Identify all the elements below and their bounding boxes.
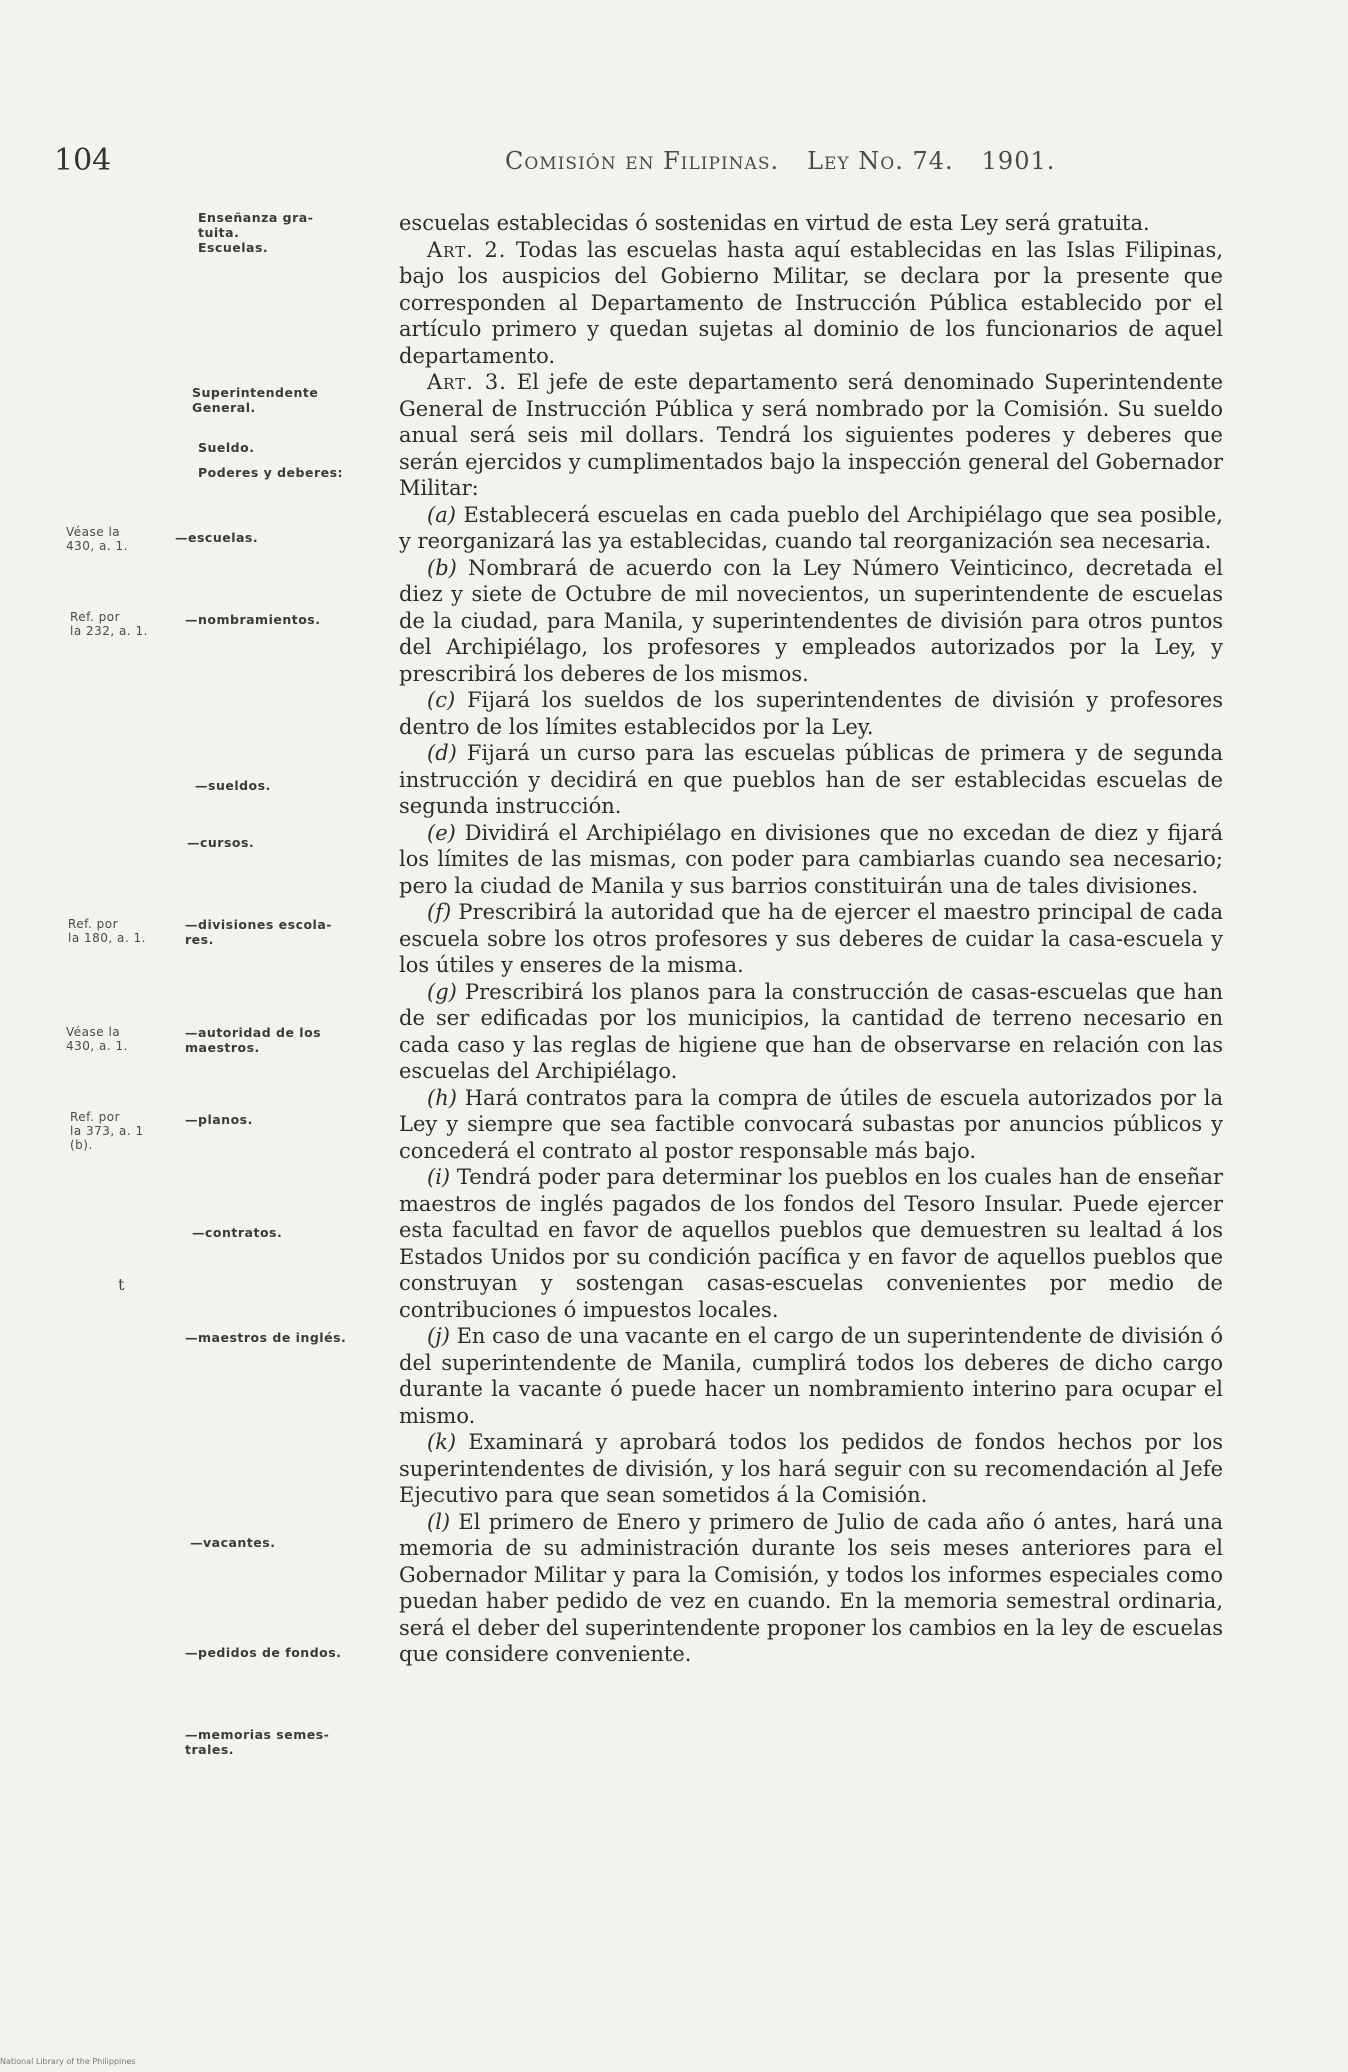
- note-cursos: —cursos.: [187, 835, 255, 850]
- ref-por-1: [70, 610, 148, 638]
- item-g: [399, 979, 1223, 1085]
- note-line: tuita.: [198, 225, 240, 240]
- item-d: [399, 740, 1223, 820]
- item-text: Prescribirá la autoridad que ha de ejercer el maestro principal de cada escuela sobre los otros profesores y sus deberes de cuidar la casa-escuela y los útiles y enseres de la misma.: [399, 900, 1223, 977]
- note-planos: —planos.: [185, 1112, 253, 1127]
- item-letter: (h): [427, 1085, 457, 1110]
- title-year: 1901.: [981, 147, 1056, 175]
- item-j: [399, 1323, 1223, 1429]
- item-text: Hará contratos para la compra de útiles de escuela autorizados por la Ley y siempre que sea factible convocará subastas por anuncios públicos y concederá el contrato al postor responsable más bajo.: [399, 1085, 1223, 1163]
- note-sueldos: —sueldos.: [195, 778, 271, 793]
- item-text: En caso de una vacante en el cargo de un superintendente de división ó del superintendente de Manila, cumplirá todos los deberes de dicho cargo durante la vacante ó puede hacer un nombramiento interino para ocupar el mismo.: [399, 1324, 1223, 1428]
- item-letter: (f): [427, 900, 452, 924]
- item-text: Prescribirá los planos para la construcción de casas-escuelas que han de ser edificadas por los municipios, la cantidad de terreno necesario en cada caso y las reglas de higiene que han de observarse en relación con las escuelas del Archipiélago.: [399, 979, 1223, 1083]
- item-letter: (b): [427, 555, 457, 580]
- ref-por-3: [70, 1110, 144, 1152]
- ref-line: Ref. por: [70, 610, 121, 624]
- note-contratos: —contratos.: [192, 1225, 283, 1240]
- note-line: trales.: [185, 1742, 235, 1757]
- note-maestros-ingles: —maestros de inglés.: [185, 1330, 347, 1345]
- ref-vease-2: [66, 1025, 128, 1053]
- stray-mark: t: [118, 1275, 125, 1294]
- item-text: Fijará los sueldos de los superintendentes de división y profesores dentro de los límites establecidos por la Ley.: [399, 688, 1223, 739]
- note-vacantes: —vacantes.: [190, 1535, 276, 1550]
- ref-line: Ref. por: [68, 917, 119, 931]
- page-number: 104: [54, 143, 112, 178]
- ref-line: la 232, a. 1.: [70, 624, 148, 638]
- item-letter: (d): [427, 741, 457, 765]
- item-text: Establecerá escuelas en cada pueblo del Archipiélago que sea posible, y reorganizará las ya establecidas, cuando tal reorganización sea necesaria.: [399, 502, 1223, 553]
- item-b: [399, 555, 1223, 688]
- item-letter: (j): [427, 1324, 450, 1348]
- note-line: General.: [192, 400, 256, 415]
- item-letter: (e): [427, 820, 456, 845]
- title-law: Ley No. 74.: [807, 147, 954, 175]
- ref-por-2: [68, 917, 146, 945]
- paragraph-art-2: [399, 237, 1223, 370]
- paragraph-art-3: [399, 369, 1223, 502]
- ref-line: Véase la: [66, 525, 121, 539]
- ref-line: la 373, a. 1: [70, 1124, 144, 1138]
- note-escuelas: Escuelas.: [198, 240, 269, 255]
- note-superintendente: [192, 385, 318, 415]
- note-line: res.: [185, 932, 214, 947]
- note-line: —divisiones escola-: [185, 917, 332, 932]
- item-a: [399, 502, 1223, 555]
- note-memorias: [185, 1727, 329, 1757]
- ref-vease-1: [66, 525, 128, 553]
- note-poderes: Poderes y deberes:: [198, 465, 344, 480]
- note-autoridad: [185, 1025, 321, 1055]
- page-header: [0, 143, 1348, 183]
- art-3-label: Art. 3.: [427, 370, 507, 394]
- ref-line: 430, a. 1.: [66, 539, 128, 553]
- title-commission: Comisión en Filipinas.: [505, 147, 780, 175]
- ref-line: 430, a. 1.: [66, 1039, 128, 1053]
- item-letter: (i): [427, 1165, 451, 1189]
- note-pedidos: —pedidos de fondos.: [185, 1645, 342, 1660]
- item-i: [399, 1164, 1223, 1323]
- art-2-label: Art. 2.: [427, 237, 507, 262]
- note-escuelas-sub: —escuelas.: [175, 530, 259, 545]
- note-line: —memorias semes-: [185, 1727, 330, 1742]
- ref-line: (b).: [70, 1138, 93, 1152]
- ref-line: la 180, a. 1.: [68, 931, 146, 945]
- item-text: Fijará un curso para las escuelas públicas de primera y de segunda instrucción y decidirá en que pueblos han de ser establecidas escuelas de segunda instrucción.: [399, 741, 1223, 818]
- item-f: [399, 899, 1223, 979]
- note-divisiones: [185, 917, 332, 947]
- paragraph-continuation: escuelas establecidas ó sostenidas en virtud de esta Ley será gratuita.: [399, 211, 1150, 235]
- item-text: Dividirá el Archipiélago en divisiones que no excedan de diez y fijará los límites de las mismas, con poder para cambiarlas cuando sea necesario; pero la ciudad de Manila y sus barrios constituirán una de tales divisiones.: [399, 820, 1223, 898]
- main-text: [399, 210, 1223, 1668]
- item-letter: (g): [427, 979, 457, 1004]
- running-title: [505, 147, 1055, 175]
- item-text: Examinará y aprobará todos los pedidos de fondos hechos por los superintendentes de división, y los hará seguir con su recomendación al Jefe Ejecutivo para que sean sometidos á la Comisión.: [399, 1430, 1223, 1507]
- note-nombramientos: —nombramientos.: [185, 612, 321, 627]
- item-text: Tendrá poder para determinar los pueblos en los cuales han de enseñar maestros de inglés pagados de los fondos del Tesoro Insular. Puede ejercer esta facultad en favor de aquellos pueblos que demuestren su lealtad á los Estados Unidos por su condición pacífica y en favor de aquellos pueblos que construyan y sostengan casas-escuelas convenientes por medio de contribuciones ó impuestos locales.: [399, 1165, 1223, 1322]
- ref-line: Ref. por: [70, 1110, 121, 1124]
- item-text: Nombrará de acuerdo con la Ley Número Veinticinco, decretada el diez y siete de Octubre de mil novecientos, un superintendente de escuelas de la ciudad, para Manila, y superintendentes de división para otros puntos del Archipiélago, los profesores y empleados autorizados por la Ley, y prescribirá los deberes de los mismos.: [399, 555, 1223, 686]
- item-letter: (c): [427, 688, 456, 712]
- note-line: maestros.: [185, 1040, 260, 1055]
- art-2-text: Todas las escuelas hasta aquí establecidas en las Islas Filipinas, bajo los auspicios del Gobierno Militar, se declara por la presente que corresponden al Departamento de Instrucción Pública establecido por el artículo primero y quedan sujetas al dominio de los funcionarios de aquel departamento.: [399, 237, 1223, 368]
- note-line: —autoridad de los: [185, 1025, 322, 1040]
- ref-line: Véase la: [66, 1025, 121, 1039]
- scan-footer: National Library of the Philippines: [0, 2057, 136, 2066]
- item-e: [399, 820, 1223, 900]
- item-h: [399, 1085, 1223, 1165]
- item-letter: (a): [427, 502, 456, 527]
- item-l: [399, 1509, 1223, 1668]
- note-line: Enseñanza gra-: [198, 210, 314, 225]
- item-text: El primero de Enero y primero de Julio de cada año ó antes, hará una memoria de su administración durante los seis meses anteriores para el Gobernador Militar y para la Comisión, y todos los informes especiales como puedan haber pedido de vez en cuando. En la memoria semestral ordinaria, será el deber del superintendente proponer los cambios en la ley de escuelas que considere conveniente.: [399, 1509, 1223, 1666]
- art-3-text: El jefe de este departamento será denominado Superintendente General de Instrucción Pública y será nombrado por la Comisión. Su sueldo anual será seis mil dollars. Tendrá los siguientes poderes y deberes que serán ejercidos y cumplimentados bajo la inspección general del Gobernador Militar:: [399, 370, 1223, 500]
- item-letter: (k): [427, 1430, 457, 1454]
- item-k: [399, 1429, 1223, 1509]
- item-letter: (l): [427, 1509, 451, 1534]
- note-sueldo: Sueldo.: [198, 440, 255, 455]
- item-c: [399, 687, 1223, 740]
- note-line: Superintendente: [192, 385, 319, 400]
- note-ensenanza: [198, 210, 313, 240]
